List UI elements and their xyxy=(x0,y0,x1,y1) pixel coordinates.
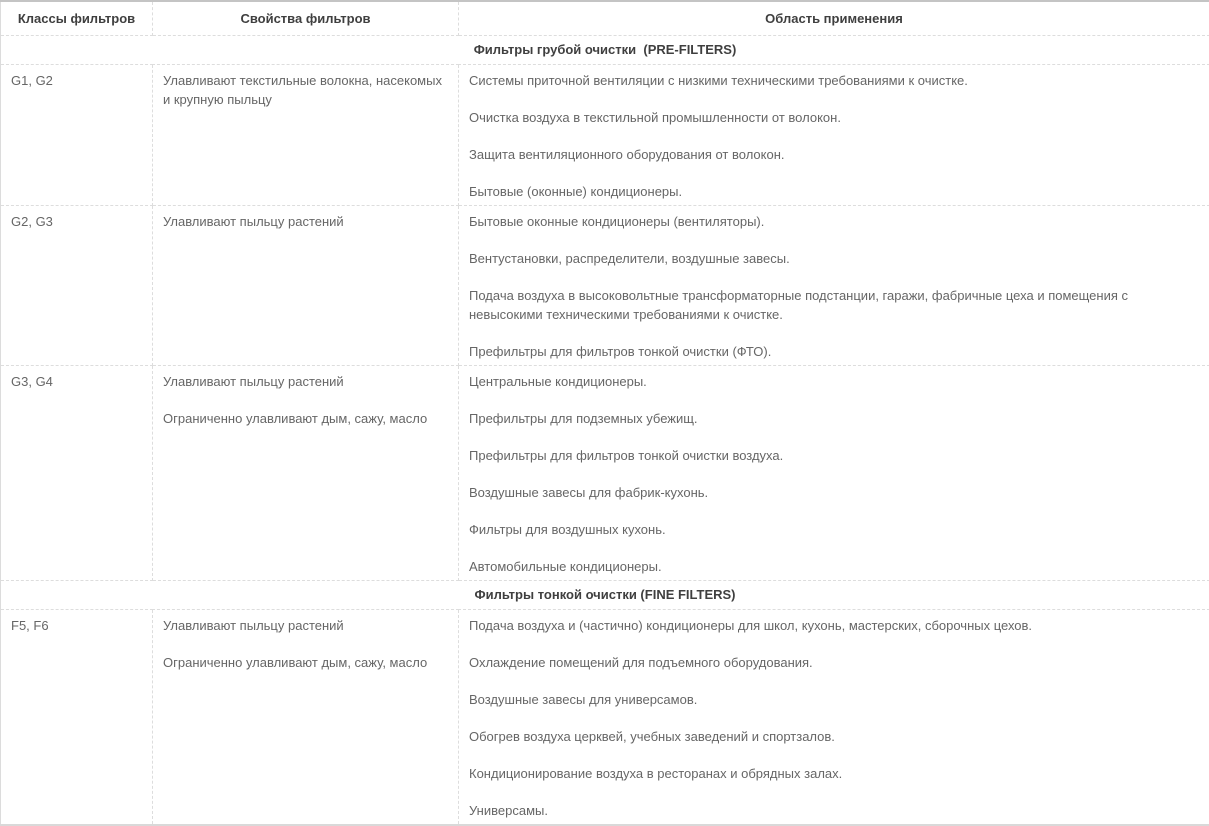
application-item: Подача воздуха и (частично) кондиционеры для школ, кухонь, мастерских, сборочных цехов. xyxy=(469,616,1199,635)
filter-classes-value: G3, G4 xyxy=(11,372,142,391)
filter-property: Ограниченно улавливают дым, сажу, масло xyxy=(163,409,448,428)
column-header-application-area: Область применения xyxy=(459,1,1209,36)
column-header-filter-classes: Классы фильтров xyxy=(1,1,153,36)
application-item: Подача воздуха в высоковольтные трансформаторные подстанции, гаражи, фабричные цеха и помещения с невысокими техническими требованиями к очистке. xyxy=(469,286,1199,324)
table-header xyxy=(1,1,1209,36)
filter-properties-cell xyxy=(153,206,459,366)
application-item: Бытовые оконные кондиционеры (вентиляторы). xyxy=(469,212,1199,231)
filter-row xyxy=(1,206,1209,366)
application-item: Префильтры для подземных убежищ. xyxy=(469,409,1199,428)
application-item: Воздушные завесы для фабрик-кухонь. xyxy=(469,483,1199,502)
application-item: Центральные кондиционеры. xyxy=(469,372,1199,391)
section-title-cell xyxy=(1,581,1209,610)
application-item: Системы приточной вентиляции с низкими техническими требованиями к очистке. xyxy=(469,71,1199,90)
filter-classes-value: G2, G3 xyxy=(11,212,142,231)
column-header-filter-properties: Свойства фильтров xyxy=(153,1,459,36)
filter-property: Улавливают пыльцу растений xyxy=(163,212,448,231)
application-item: Вентустановки, распределители, воздушные завесы. xyxy=(469,249,1199,268)
section-title: Фильтры грубой очистки (PRE-FILTERS) xyxy=(474,42,737,57)
application-item: Универсамы. xyxy=(469,801,1199,820)
filter-classes-cell xyxy=(1,610,153,826)
table-body xyxy=(1,36,1209,826)
application-item: Бытовые (оконные) кондиционеры. xyxy=(469,182,1199,201)
section-header-row xyxy=(1,36,1209,65)
application-item: Обогрев воздуха церквей, учебных заведений и спортзалов. xyxy=(469,727,1199,746)
application-item: Защита вентиляционного оборудования от волокон. xyxy=(469,145,1199,164)
filter-property: Улавливают пыльцу растений xyxy=(163,372,448,391)
header-row xyxy=(1,1,1209,36)
filter-classes-value: G1, G2 xyxy=(11,71,142,90)
filter-classes-value: F5, F6 xyxy=(11,616,142,635)
application-item: Очистка воздуха в текстильной промышленности от волокон. xyxy=(469,108,1199,127)
filter-row xyxy=(1,366,1209,581)
filter-properties-cell xyxy=(153,366,459,581)
application-item: Префильтры для фильтров тонкой очистки (ФТО). xyxy=(469,342,1199,361)
filter-properties-cell xyxy=(153,65,459,206)
application-item: Кондиционирование воздуха в ресторанах и обрядных залах. xyxy=(469,764,1199,783)
section-title: Фильтры тонкой очистки (FINE FILTERS) xyxy=(474,587,735,602)
filter-row xyxy=(1,65,1209,206)
application-area-cell xyxy=(459,610,1209,826)
filter-property: Улавливают текстильные волокна, насекомых и крупную пыльцу xyxy=(163,71,448,109)
filter-property: Улавливают пыльцу растений xyxy=(163,616,448,635)
application-area-cell xyxy=(459,366,1209,581)
section-header-row xyxy=(1,581,1209,610)
section-title-cell xyxy=(1,36,1209,65)
filter-classes-cell xyxy=(1,65,153,206)
application-item: Охлаждение помещений для подъемного оборудования. xyxy=(469,653,1199,672)
filter-row xyxy=(1,610,1209,826)
application-area-cell xyxy=(459,65,1209,206)
application-item: Фильтры для воздушных кухонь. xyxy=(469,520,1199,539)
application-item: Автомобильные кондиционеры. xyxy=(469,557,1199,576)
filter-classes-cell xyxy=(1,366,153,581)
filter-classes-cell xyxy=(1,206,153,366)
filter-property: Ограниченно улавливают дым, сажу, масло xyxy=(163,653,448,672)
filter-properties-cell xyxy=(153,610,459,826)
application-area-cell xyxy=(459,206,1209,366)
application-item: Воздушные завесы для универсамов. xyxy=(469,690,1199,709)
application-item: Префильтры для фильтров тонкой очистки воздуха. xyxy=(469,446,1199,465)
